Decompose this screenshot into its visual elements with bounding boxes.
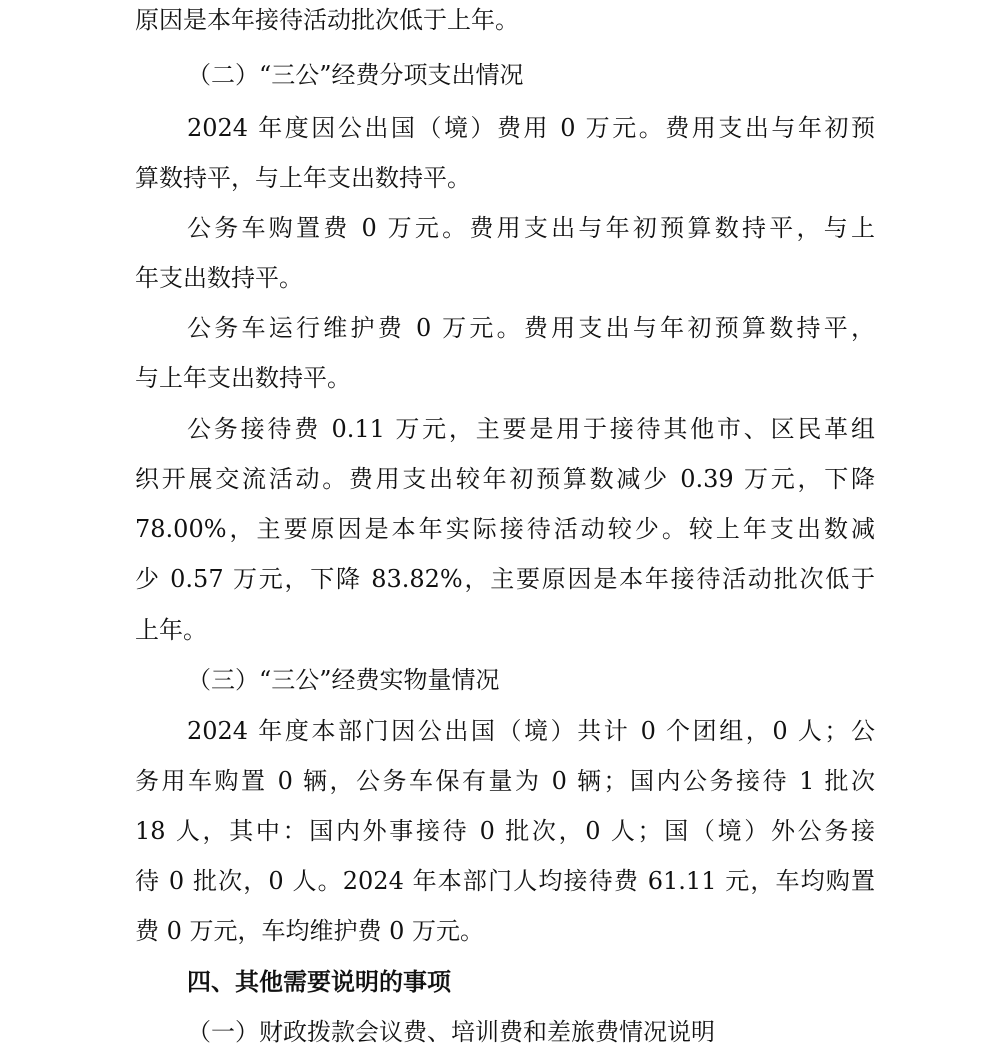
paragraph-line: 织开展交流活动。费用支出较年初预算数减少 0.39 万元，下降 bbox=[135, 465, 875, 493]
section-heading: （二）“三公”经费分项支出情况 bbox=[187, 61, 524, 89]
paragraph-line: 78.00%，主要原因是本年实际接待活动较少。较上年支出数减 bbox=[135, 515, 875, 543]
paragraph-line: 费 0 万元，车均维护费 0 万元。 bbox=[135, 917, 485, 945]
paragraph-line: 18 人，其中：国内外事接待 0 批次，0 人；国（境）外公务接 bbox=[135, 817, 875, 845]
paragraph-line: 年支出数持平。 bbox=[135, 264, 303, 292]
section-heading: （一）财政拨款会议费、培训费和差旅费情况说明 bbox=[187, 1018, 715, 1046]
paragraph-line: 务用车购置 0 辆，公务车保有量为 0 辆；国内公务接待 1 批次 bbox=[135, 767, 875, 795]
paragraph-line: 上年。 bbox=[135, 616, 207, 644]
paragraph-line: 待 0 批次，0 人。2024 年本部门人均接待费 61.11 元，车均购置 bbox=[135, 867, 875, 895]
paragraph-line: 与上年支出数持平。 bbox=[135, 364, 351, 392]
paragraph-line: 公务接待费 0.11 万元，主要是用于接待其他市、区民革组 bbox=[187, 415, 875, 443]
paragraph-line: 公务车运行维护费 0 万元。费用支出与年初预算数持平， bbox=[187, 314, 875, 342]
section-heading: （三）“三公”经费实物量情况 bbox=[187, 666, 500, 694]
paragraph-line: 2024 年度本部门因公出国（境）共计 0 个团组，0 人；公 bbox=[187, 717, 875, 745]
paragraph-line: 少 0.57 万元，下降 83.82%，主要原因是本年接待活动批次低于 bbox=[135, 565, 875, 593]
chapter-heading: 四、其他需要说明的事项 bbox=[187, 968, 451, 996]
paragraph-line: 原因是本年接待活动批次低于上年。 bbox=[135, 6, 519, 34]
paragraph-line: 2024 年度因公出国（境）费用 0 万元。费用支出与年初预 bbox=[187, 114, 875, 142]
paragraph-line: 公务车购置费 0 万元。费用支出与年初预算数持平，与上 bbox=[187, 214, 875, 242]
paragraph-line: 算数持平，与上年支出数持平。 bbox=[135, 164, 471, 192]
